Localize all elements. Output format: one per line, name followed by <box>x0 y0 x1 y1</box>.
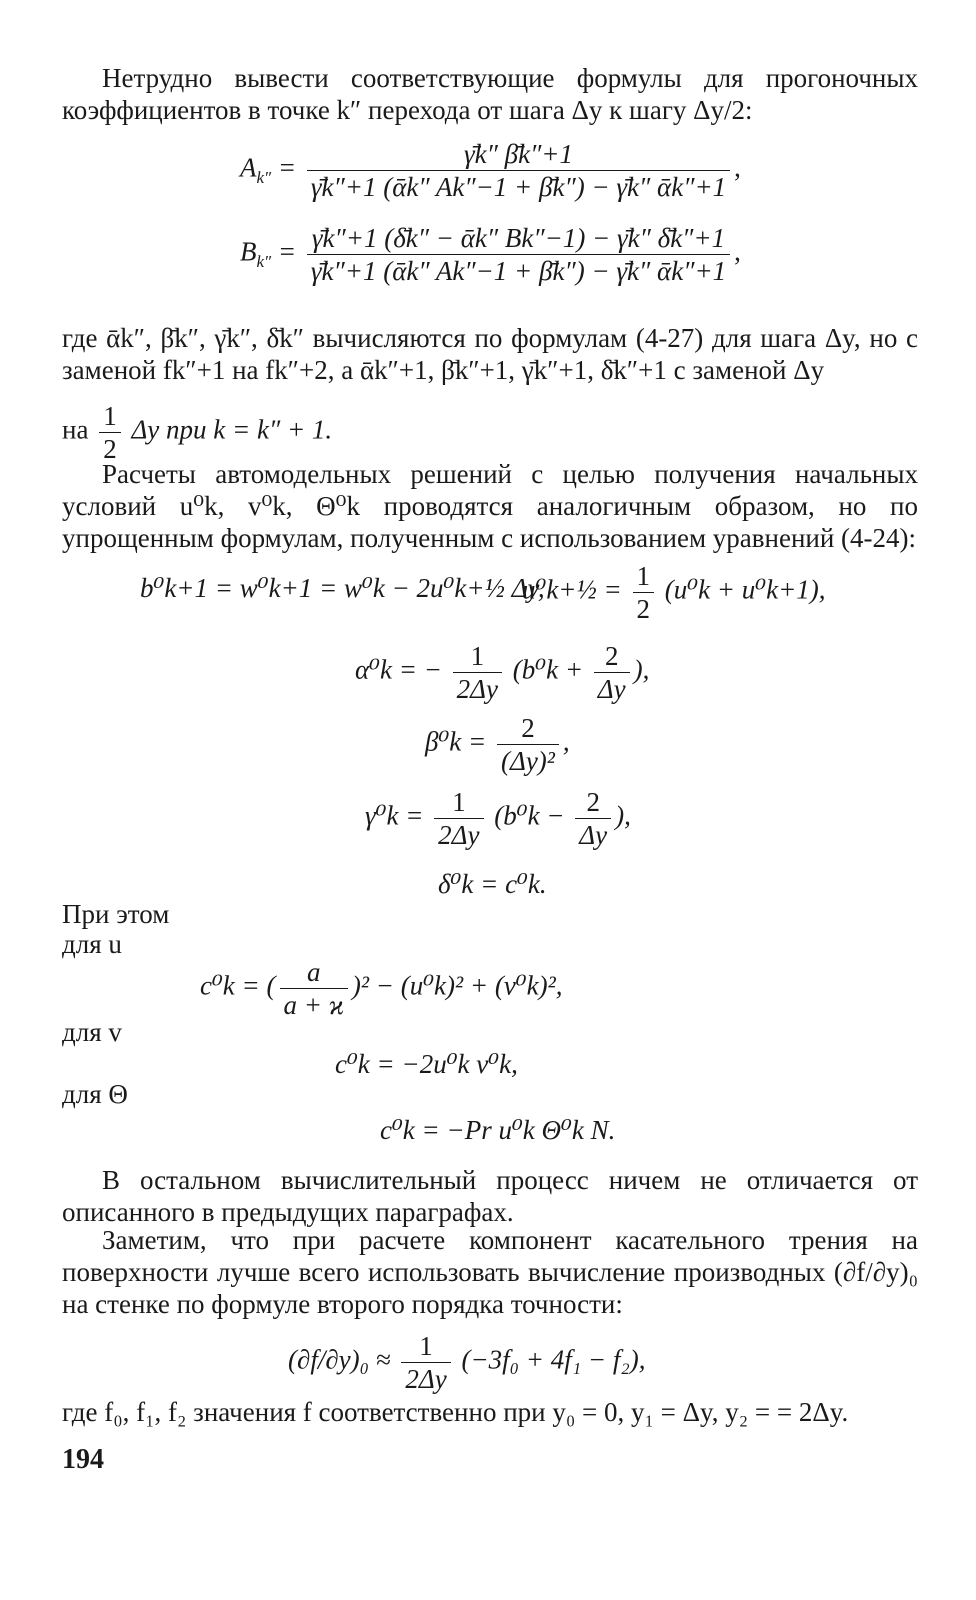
equation-beta-fraction <box>497 712 559 777</box>
equation-delta-text: δ⁰k = c⁰k. <box>438 869 547 899</box>
equation-alpha-inner-fraction <box>594 640 630 705</box>
equation-B-denominator: γ̄k″+1 (ᾱk″ Ak″−1 + β̄k″) − γ̄k″ ᾱk″+1 <box>310 256 727 286</box>
equation-derivative-rhs: (−3f₀ + 4f₁ − f₂), <box>461 1344 646 1375</box>
equation-gamma <box>365 786 631 851</box>
equation-u-rhs: (u⁰k + u⁰k+1), <box>664 574 826 605</box>
label-for-theta: для Θ <box>62 1079 128 1109</box>
paragraph-zametim: Заметим, что при расчете компонент касательного трения на поверхности лучше всего использовать вычисление производных (∂f/∂y)₀ на стенке по формуле второго порядка точности: <box>62 1225 918 1319</box>
equation-u-frac-den: 2 <box>636 594 650 624</box>
where-tail-rest: Δy при k = k″ + 1. <box>131 414 333 445</box>
equation-c-u-rest: )² − (u⁰k)² + (v⁰k)², <box>351 970 563 1001</box>
where-tail-frac-den: 2 <box>103 434 117 464</box>
equation-B-lhs: B <box>240 236 257 267</box>
equation-A-fraction <box>307 138 730 203</box>
equation-alpha-frac-den: 2Δy <box>456 674 499 704</box>
equation-B: $B_{k''}$ = $\frac{\text{γ̄k″+1 (δ̄k″ − ᾱk″ Bk″−1) − γ̄k″ δ̄k″+1}}{\text{γ̄k″+1 (ᾱk″ Ak″−1 + β̄k″) − γ̄k″ ᾱk″+1}}$ , <box>240 223 741 286</box>
paragraph-ostalnom: В остальном вычислительный процесс ничем не отличается от описанного в предыдущих параграфах. <box>62 1165 918 1227</box>
equation-A-denominator: γ̄k″+1 (ᾱk″ Ak″−1 + β̄k″) − γ̄k″ ᾱk″+1 <box>310 172 727 202</box>
equation-c-v-text: c⁰k = −2u⁰k v⁰k, <box>335 1049 518 1079</box>
paragraph-intro: Нетрудно вывести соответствующие формулы для прогоночных коэффициентов в точке k″ перехода от шага Δy к шагу Δy/2: <box>62 63 918 125</box>
equation-alpha-fraction <box>453 640 502 705</box>
equation-gamma-fraction <box>434 786 483 851</box>
label-for-u: для u <box>62 929 122 959</box>
equation-alpha-inner-den: Δy <box>597 674 626 704</box>
equation-derivative-fraction <box>401 1330 450 1395</box>
equation-alpha-paren-left: (b⁰k + <box>512 654 584 685</box>
label-pri-etom: При этом <box>62 899 170 929</box>
equation-B-fraction <box>307 222 730 287</box>
equation-B-numerator: γ̄k″+1 (δ̄k″ − ᾱk″ Bk″−1) − γ̄k″ δ̄k″+1 <box>307 222 730 255</box>
paragraph-where: где ᾱk″, β̄k″, γ̄k″, δ̄k″ вычисляются по формулам (4-27) для шага Δy, но с заменой fk″+1 на fk″+2, а ᾱk″+1, β̄k″+1, γ̄k″+1, δ̄k″+1 с заменой Δy <box>62 323 918 385</box>
equation-beta <box>425 712 570 777</box>
equation-A-numerator: γ̄k″ β̄k″+1 <box>307 138 730 171</box>
equation-c-u: c⁰k = ( $\frac{a}{a + ϰ}$ )² − (u⁰k)² + (v⁰k)², <box>200 957 563 1020</box>
equation-B-lhs-sub: k″ <box>256 252 272 272</box>
equation-c-u-frac-den: a + ϰ <box>283 990 344 1020</box>
label-for-v: для v <box>62 1017 122 1047</box>
page-number: 194 <box>62 1444 104 1475</box>
paragraph-automodel: Расчеты автомодельных решений с целью получения начальных условий u⁰k, v⁰k, Θ⁰k проводятся аналогичным образом, но по упрощенным формулам, полученным с использованием уравнений (4-24): <box>62 459 918 553</box>
equation-gamma-inner-num: 2 <box>575 786 611 819</box>
equation-derivative-frac-num: 1 <box>401 1330 450 1363</box>
where-tail-frac-num: 1 <box>99 400 121 433</box>
equation-derivative-lhs: (∂f/∂y)₀ ≈ <box>288 1344 391 1375</box>
equation-gamma-paren-right: ), <box>615 800 631 831</box>
equation-B-tail: , <box>734 236 741 267</box>
equation-u <box>522 560 826 625</box>
equation-c-u-fraction <box>280 956 348 1021</box>
equation-c-u-frac-num: a <box>280 956 348 989</box>
equation-b <box>140 572 545 604</box>
equation-A: $A_{k''}$ = $\frac{\gammāk'' \betāk''+1}{\text{γ̄k″+1 (ᾱk″ Ak″−1 + β̄k″) − γ̄k″ ᾱk″+1}}$ , <box>240 139 741 202</box>
equation-A-lhs: A <box>240 152 257 183</box>
equation-c-u-lhs: c⁰k = <box>200 970 260 1001</box>
equation-alpha-paren-right: ), <box>633 654 650 685</box>
equation-gamma-lhs: γ⁰k = <box>365 800 424 831</box>
equation-delta <box>438 868 547 900</box>
equation-u-lhs: u⁰k+½ = <box>522 574 622 605</box>
where-tail-prefix: на <box>62 414 89 445</box>
paragraph-where-tail <box>62 400 332 465</box>
equation-u-frac-num: 1 <box>633 560 655 593</box>
equation-beta-num: 2 <box>497 712 559 745</box>
equation-c-theta <box>380 1114 615 1146</box>
equation-beta-lhs: β⁰k = <box>425 726 487 757</box>
equation-alpha-lhs: α⁰k = − <box>355 654 442 685</box>
equation-alpha <box>355 640 649 705</box>
equation-gamma-inner-fraction <box>575 786 611 851</box>
equation-b-text: b⁰k+1 = w⁰k+1 = w⁰k − 2u⁰k+½ Δy, <box>140 573 545 603</box>
equation-beta-tail: , <box>562 726 570 757</box>
where-tail-fraction <box>99 400 121 465</box>
equation-u-fraction <box>633 560 655 625</box>
equation-gamma-frac-num: 1 <box>434 786 483 819</box>
equation-gamma-paren-left: (b⁰k − <box>494 800 565 831</box>
equation-alpha-inner-num: 2 <box>594 640 630 673</box>
equation-c-v <box>335 1048 518 1080</box>
equation-gamma-inner-den: Δy <box>579 820 608 850</box>
equation-derivative <box>288 1330 646 1395</box>
equation-beta-den: (Δy)² <box>500 746 555 776</box>
equation-A-lhs-sub: k″ <box>256 168 272 188</box>
paragraph-final: где f₀, f₁, f₂ значения f соответственно при y₀ = 0, y₁ = Δy, y₂ = = 2Δy. <box>62 1397 849 1427</box>
equation-derivative-frac-den: 2Δy <box>405 1364 447 1394</box>
equation-A-tail: , <box>734 152 741 183</box>
equation-gamma-frac-den: 2Δy <box>438 820 480 850</box>
equation-alpha-frac-num: 1 <box>453 640 502 673</box>
equation-c-theta-text: c⁰k = −Pr u⁰k Θ⁰k N. <box>380 1115 616 1145</box>
